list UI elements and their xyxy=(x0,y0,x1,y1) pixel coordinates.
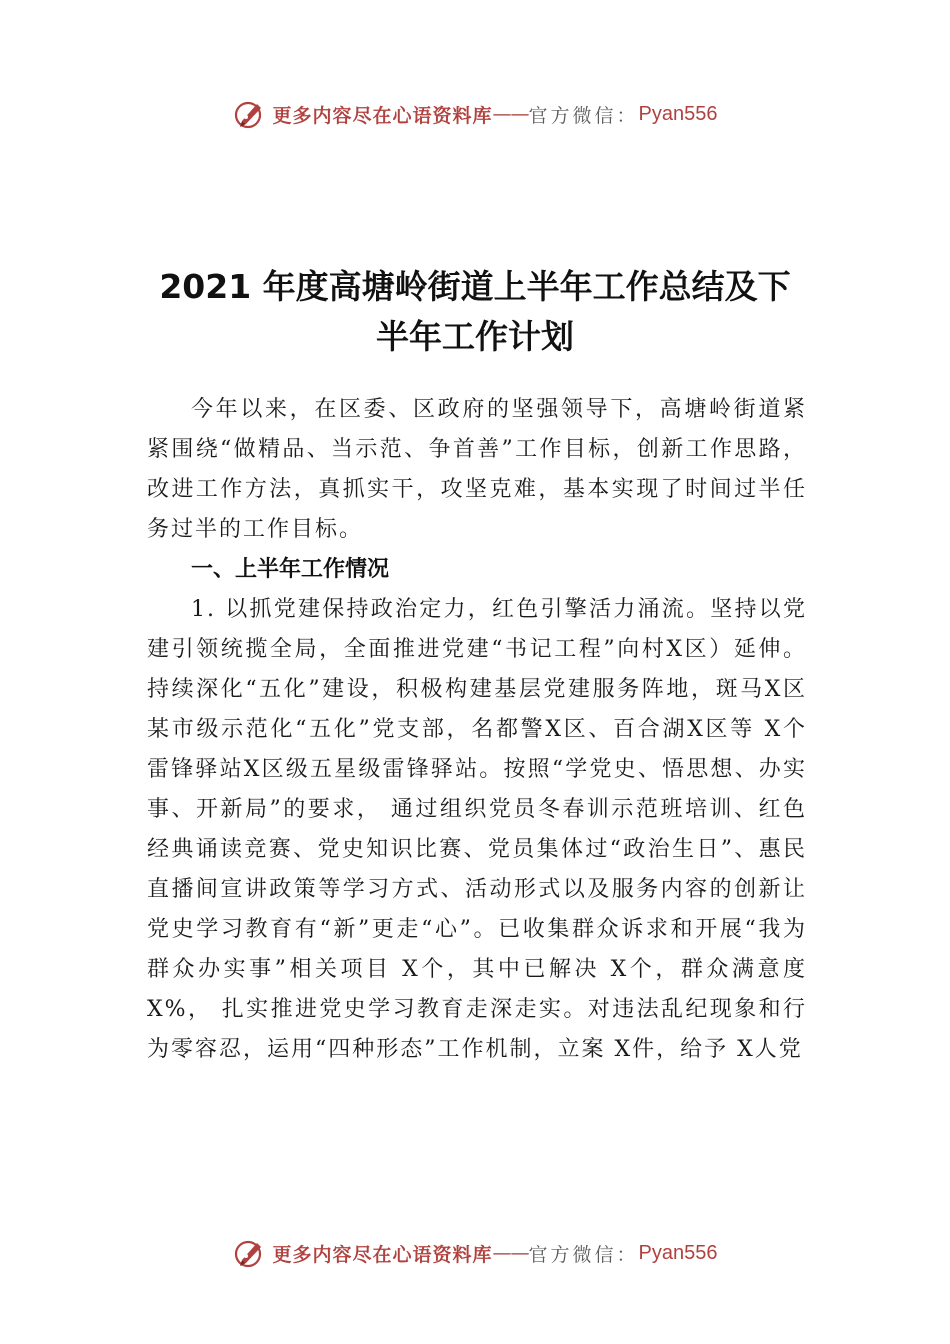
banner-brand: 更多内容尽在心语资料库 xyxy=(272,104,493,127)
title-line-1: 2021 年度高塘岭街道上半年工作总结及下 xyxy=(159,267,791,306)
section-paragraph: 1. 以抓党建保持政治定力，红色引擎活力涌流。坚持以党建引领统揽全局，全面推进党建“书记工程”向村X区）延伸。持续深化“五化”建设，积极构建基层党建服务阵地，斑马X区某市级示范化“五化”党支部，名都警X区、百合湖X区等 X个雷锋驿站X区级五星级雷锋驿站。按照“学党史、悟思想、办实事、开新局”的要求， 通过组织党员冬春训示范班培训、红色经典诵读竞赛、党史知识比赛、党员集体过“政治生日”、惠民直播间宣讲政策等学习方式、活动形式以及服务内容的创新让党史学习教育有“新”更走“心”。已收集群众诉求和开展“我为群众办实事”相关项目 X个，其中已解决 X个，群众满意度 X%， 扎实推进党史学习教育走深走实。对违法乱纪现象和行为零容忍，运用“四种形态”工作机制，立案 X件，给予 X人党 xyxy=(147,597,807,1062)
header-banner xyxy=(0,94,950,134)
document-body xyxy=(147,390,807,1070)
footer-banner xyxy=(0,1233,950,1273)
footer-banner-brand: 更多内容尽在心语资料库 xyxy=(272,1243,493,1266)
banner-wechat-label: 官方微信： xyxy=(528,104,639,127)
section-heading: 一、上半年工作情况 xyxy=(191,557,390,582)
footer-banner-wechat-label: 官方微信： xyxy=(528,1243,639,1266)
pen-seal-logo-icon xyxy=(233,97,267,131)
banner-dash: —— xyxy=(492,103,529,125)
footer-banner-dash: —— xyxy=(492,1242,529,1264)
intro-paragraph: 今年以来，在区委、区政府的坚强领导下，高塘岭街道紧紧围绕“做精品、当示范、争首善”工作目标，创新工作思路，改进工作方法，真抓实干，攻坚克难，基本实现了时间过半任务过半的工作目标。 xyxy=(147,397,807,542)
pen-seal-logo-icon xyxy=(233,1236,267,1270)
document-title xyxy=(100,262,850,362)
footer-banner-wechat-handle: Pyan556 xyxy=(638,1241,718,1264)
title-line-2: 半年工作计划 xyxy=(376,317,574,356)
banner-wechat-handle: Pyan556 xyxy=(638,102,718,125)
